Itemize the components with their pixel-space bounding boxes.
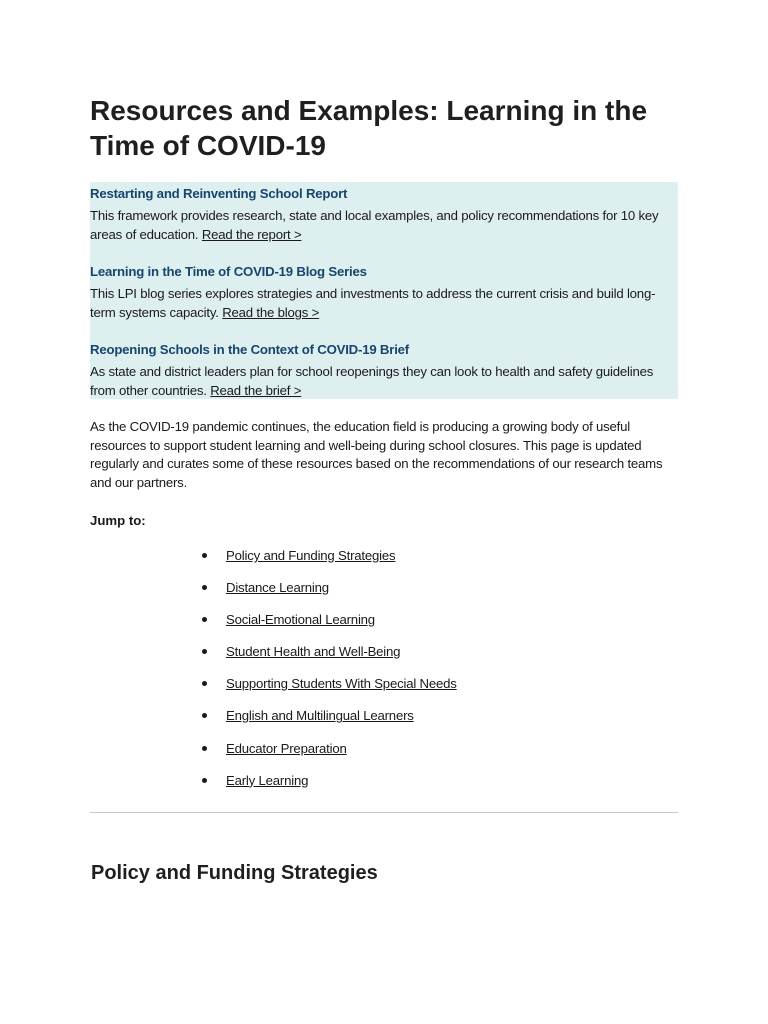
callout-item-blogs xyxy=(90,262,678,322)
jump-link-early-learning[interactable]: Early Learning xyxy=(226,772,309,788)
callout-heading-brief: Reopening Schools in the Context of COVID-19 Brief xyxy=(90,342,409,357)
list-item xyxy=(202,771,457,803)
bullet-icon xyxy=(202,713,207,718)
callout-text-brief xyxy=(90,362,678,400)
read-blogs-link[interactable]: Read the blogs > xyxy=(222,305,320,320)
bullet-icon xyxy=(202,681,207,686)
jump-link-policy-funding[interactable]: Policy and Funding Strategies xyxy=(226,548,396,563)
bullet-icon xyxy=(202,746,207,751)
bullet-icon xyxy=(202,649,207,654)
section-divider xyxy=(90,812,678,813)
callout-heading-report: Restarting and Reinventing School Report xyxy=(90,186,348,201)
jump-to-list xyxy=(202,546,457,803)
jump-link-social-emotional[interactable]: Social-Emotional Learning xyxy=(226,612,375,628)
list-item xyxy=(202,578,457,610)
section-heading-policy-funding: Policy and Funding Strategies xyxy=(91,862,378,884)
featured-resources-callout xyxy=(90,182,678,399)
list-item xyxy=(202,739,457,771)
jump-link-student-health[interactable]: Student Health and Well-Being xyxy=(226,644,401,660)
callout-description-blogs: This LPI blog series explores strategies and investments to address the current crisis and build long-term systems capacity. xyxy=(90,286,656,320)
callout-heading-blogs: Learning in the Time of COVID-19 Blog Series xyxy=(90,264,367,279)
jump-link-educator-prep[interactable]: Educator Preparation xyxy=(226,740,347,756)
bullet-icon xyxy=(202,778,207,783)
list-item xyxy=(202,642,457,674)
page-title: Resources and Examples: Learning in the Time of COVID-19 xyxy=(90,95,648,161)
bullet-icon xyxy=(202,617,207,622)
callout-text-blogs xyxy=(90,284,678,322)
jump-link-special-needs[interactable]: Supporting Students With Special Needs xyxy=(226,676,457,692)
jump-link-multilingual[interactable]: English and Multilingual Learners xyxy=(226,708,414,724)
read-brief-link[interactable]: Read the brief > xyxy=(210,383,302,398)
list-item xyxy=(202,706,457,738)
callout-item-report xyxy=(90,184,678,244)
list-item xyxy=(202,674,457,706)
jump-link-distance-learning[interactable]: Distance Learning xyxy=(226,580,329,596)
intro-paragraph: As the COVID-19 pandemic continues, the education field is producing a growing body of useful resources to support student learning and well-being during school closures. This page is updated regularly and curates some of these resources based on the recommendations of our research teams and our partners. xyxy=(90,419,663,490)
list-item xyxy=(202,546,457,578)
callout-description-brief: As state and district leaders plan for school reopenings they can look to health and safety guidelines from other countries. xyxy=(90,364,654,398)
callout-description-report: This framework provides research, state and local examples, and policy recommendations for 10 key areas of education. xyxy=(90,208,659,242)
callout-item-brief xyxy=(90,340,678,400)
list-item xyxy=(202,610,457,642)
jump-to-label: Jump to: xyxy=(90,513,146,528)
callout-text-report xyxy=(90,206,678,244)
bullet-icon xyxy=(202,553,207,558)
read-report-link[interactable]: Read the report > xyxy=(201,227,302,242)
bullet-icon xyxy=(202,585,207,590)
